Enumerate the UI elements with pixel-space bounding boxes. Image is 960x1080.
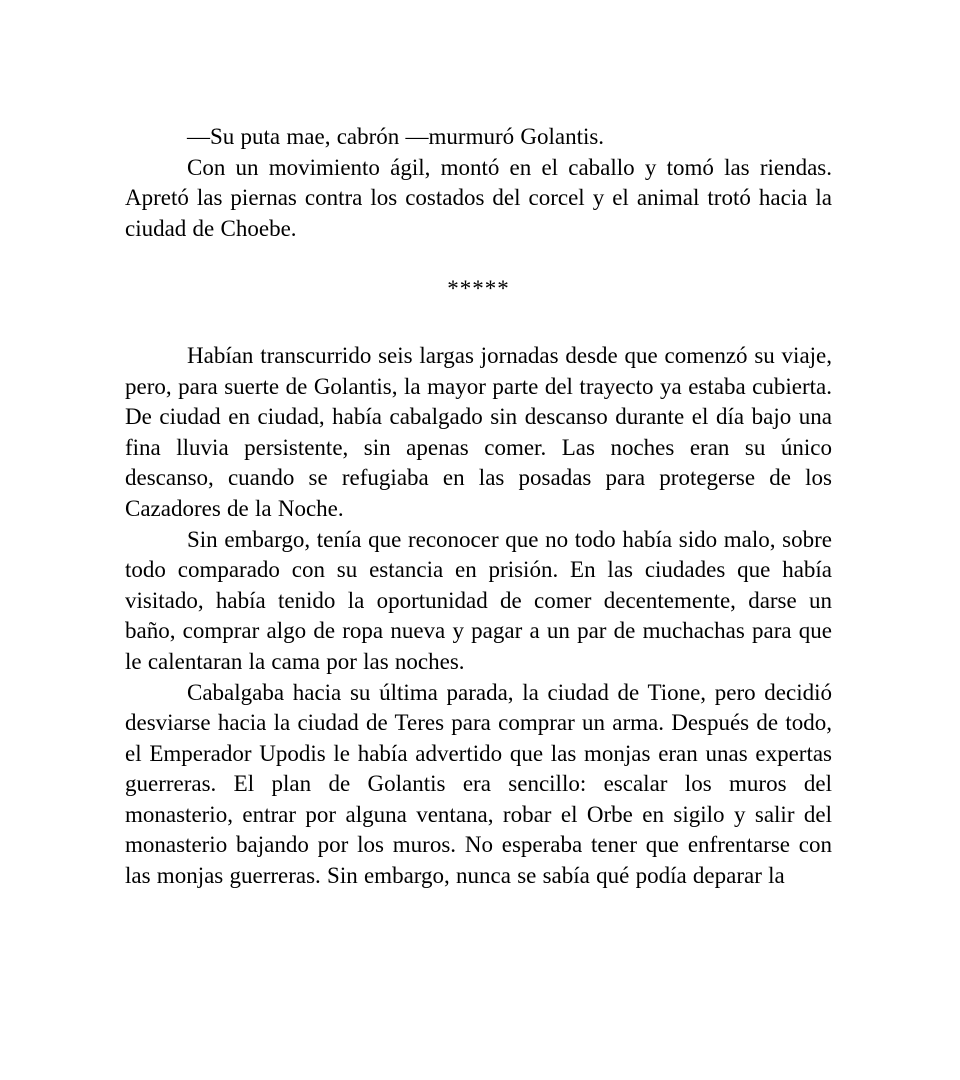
paragraph: Cabalgaba hacia su última parada, la ciudad de Tione, pero decidió desviarse hacia la ciudad de Teres para comprar un arma. Después de todo, el Emperador Upodis le había advertido que las monjas eran unas expertas guerreras. El plan de Golantis era sencillo: escalar los muros del monasterio, entrar por alguna ventana, robar el Orbe en sigilo y salir del monasterio bajando por los muros. No esperaba tener que enfrentarse con las monjas guerreras. Sin embargo, nunca se sabía qué podía deparar la <box>125 679 832 889</box>
paragraph: Con un movimiento ágil, montó en el caballo y tomó las riendas. Apretó las piernas contra los costados del corcel y el animal trotó hacia la ciudad de Choebe. <box>125 154 832 241</box>
paragraph: Habían transcurrido seis largas jornadas desde que comenzó su viaje, pero, para suerte de Golantis, la mayor parte del trayecto ya estaba cubierta. De ciudad en ciudad, había cabalgado sin descanso durante el día bajo una fina lluvia persistente, sin apenas comer. Las noches eran su único descanso, cuando se refugiaba en las posadas para protegerse de los Cazadores de la Noche. <box>125 342 832 521</box>
paragraph: Sin embargo, tenía que reconocer que no todo había sido malo, sobre todo comparado con su estancia en prisión. En las ciudades que había visitado, había tenido la oportunidad de comer decentemente, darse un baño, comprar algo de ropa nueva y pagar a un par de muchachas para que le calentaran la cama por las noches. <box>125 526 832 674</box>
paragraph-dialogue: —Su puta mae, cabrón —murmuró Golantis. <box>187 124 605 149</box>
scene-break-separator: ***** <box>447 276 510 302</box>
